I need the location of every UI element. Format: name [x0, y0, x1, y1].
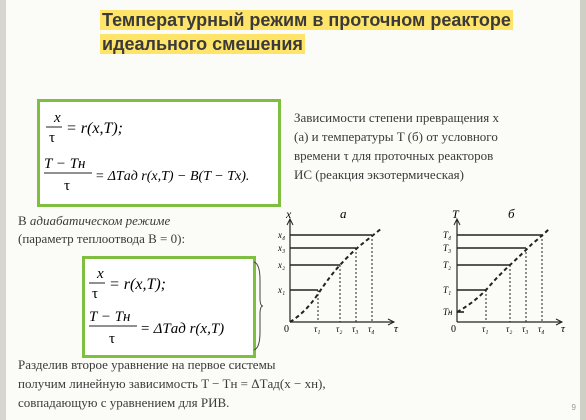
adiabatic-mode-term: адиабатическом режиме	[29, 213, 171, 228]
graph-b-x-tick: τ₃	[522, 324, 529, 334]
graph-a-horizontal-lines	[290, 235, 372, 290]
graph-a-x-tick: τ₄	[368, 324, 375, 334]
adiabatic-parameter: (параметр теплоотвода B = 0):	[18, 231, 186, 246]
graph-a-y-tick: x₁	[278, 285, 286, 295]
formula-box-adiabatic	[82, 256, 256, 358]
graph-b-x-axis-label: τ	[561, 323, 565, 335]
slide-title	[100, 8, 570, 56]
graph-a-y-ticks	[277, 230, 285, 295]
adiab-eq1-rhs: = r(x,T);	[109, 276, 167, 293]
graph-a-y-tick: x₂	[278, 260, 286, 270]
adiabatic-system-brace	[252, 260, 264, 352]
graph-b-y-tick: T₄	[443, 230, 452, 240]
eq2-numerator: T − Tн	[44, 156, 86, 172]
graph-a-origin: 0	[284, 324, 289, 335]
graph-b-x-tick: τ₄	[538, 324, 545, 334]
graph-a-x-tick: τ₂	[336, 324, 343, 334]
graph-b-y-tick: T₁	[443, 285, 452, 295]
conclusion-line-2: получим линейную зависимость T − Tн = ΔTад(x − xн),	[18, 376, 326, 391]
description-line-2: (а) и температуры T (б) от условного	[294, 129, 498, 144]
conclusion-text	[18, 355, 578, 412]
graph-a-y-tick: x₄	[278, 230, 286, 240]
description-line-3: времени τ для проточных реакторов	[294, 148, 494, 163]
graph-b-y-tick: T₃	[443, 243, 452, 253]
graph-b-origin: 0	[451, 324, 456, 335]
description-line-1: Зависимости степени превращения x	[294, 110, 499, 125]
eq1-rhs: = r(x,T);	[66, 120, 124, 137]
graph-b-x-tick: τ₁	[482, 324, 489, 334]
adiabatic-prefix: В	[18, 213, 30, 228]
graph-a-x-axis-label: τ	[394, 323, 398, 335]
eq1-numerator: x	[54, 110, 61, 126]
graph-b-y-axis-label: T	[452, 207, 459, 221]
graph-b-y-tick: T₂	[443, 260, 452, 270]
conclusion-line-1: Разделив второе уравнение на первое системы	[18, 357, 276, 372]
eq1-denominator: τ	[49, 130, 56, 146]
adiab-eq1-numerator: x	[97, 266, 104, 282]
graph-b-x-ticks	[482, 324, 544, 334]
graph-temperature	[440, 204, 570, 340]
adiab-eq2-denominator: τ	[109, 331, 116, 347]
graph-a-x-tick: τ₃	[352, 324, 359, 334]
description-line-4: ИС (реакция экзотермическая)	[294, 167, 464, 182]
formula-adiabatic-svg	[85, 259, 253, 355]
graph-a-x-ticks	[314, 324, 374, 334]
graph-a-panel-label: а	[340, 206, 347, 221]
slide-right-edge	[580, 0, 586, 420]
graph-a-curve	[290, 228, 382, 322]
eq2-rhs: = ΔTад r(x,T) − B(T − Tх).	[95, 169, 250, 184]
graph-conversion	[276, 204, 400, 340]
graph-a-x-tick: τ₁	[314, 324, 321, 334]
graph-b-y-tick: Tн	[443, 307, 453, 317]
title-line-2: идеального смешения	[102, 34, 303, 54]
graph-b-curve	[457, 228, 550, 312]
graph-a-y-axis-label: x	[286, 207, 292, 221]
adiab-eq2-rhs: = ΔTад r(x,T)	[140, 321, 225, 337]
graph-b-y-ticks	[443, 230, 453, 317]
adiab-eq1-denominator: τ	[92, 286, 99, 302]
graph-b-horizontal-lines	[457, 235, 542, 312]
formula-general-svg	[40, 102, 278, 204]
page-number: 9	[571, 403, 576, 412]
adiabatic-text	[18, 212, 278, 248]
graph-b-panel-label: б	[508, 206, 515, 221]
graph-description	[294, 108, 562, 184]
graph-a-y-tick: x₃	[278, 243, 286, 253]
title-line-1: Температурный режим в проточном реакторе	[102, 10, 511, 30]
adiab-eq2-numerator: T − Tн	[89, 309, 131, 325]
graph-b-x-tick: τ₂	[506, 324, 513, 334]
formula-box-general	[37, 99, 281, 207]
conclusion-line-3: совпадающую с уравнением для РИВ.	[18, 395, 230, 410]
eq2-denominator: τ	[64, 178, 71, 194]
slide-left-edge	[0, 0, 6, 420]
